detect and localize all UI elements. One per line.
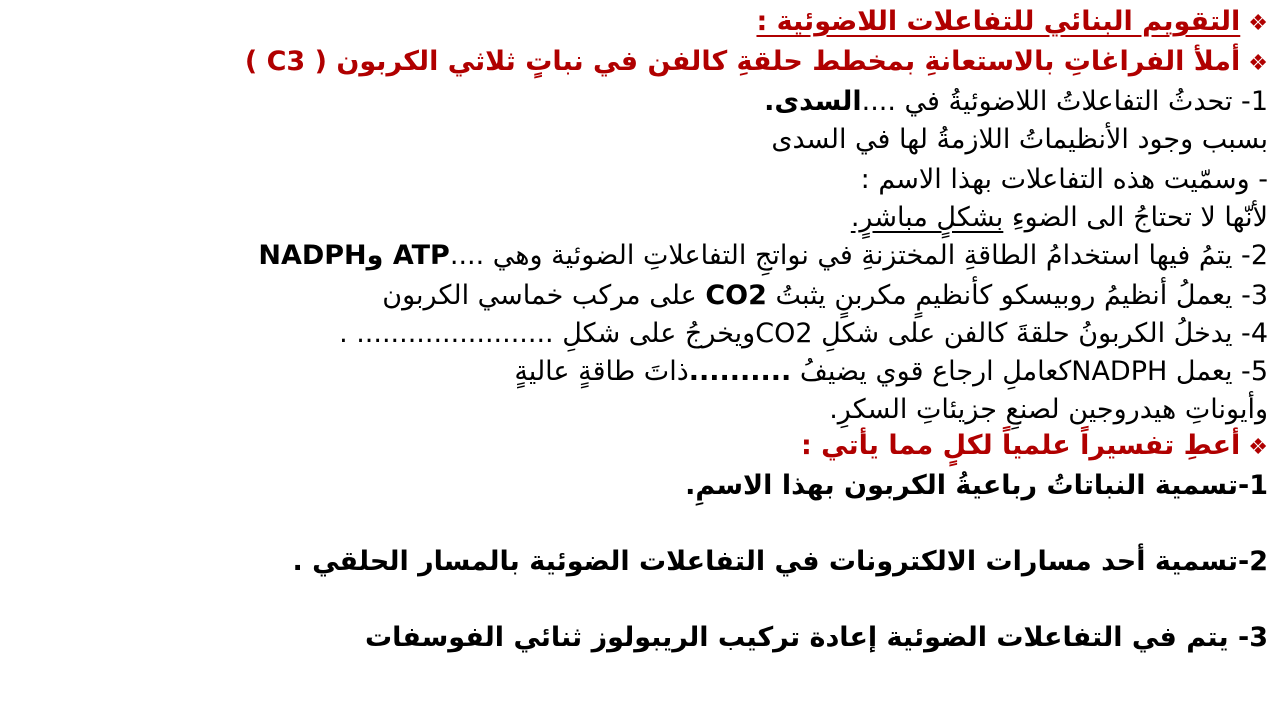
explain-item-3 — [365, 618, 1268, 658]
question-answer: بشكلٍ مباشرٍ. — [850, 202, 1004, 233]
question-text: 4- يدخلُ الكربونُ حلقةَ كالفن على شكلِ CO2ويخرجُ على شكلِ ....................... . — [339, 318, 1268, 349]
question-1 — [764, 82, 1268, 122]
heading-text: التقويم البنائي للتفاعلات اللاضوئية : — [756, 6, 1241, 37]
question-text: 1- تحدثُ التفاعلاتُ اللاضوئيةُ في .... — [861, 86, 1268, 117]
question-text: وأيوناتِ هيدروجين لصنعِ جزيئاتِ السكرِ. — [829, 394, 1268, 425]
question-answer: CO2 — [705, 280, 767, 311]
question-text: 2- يتمُ فيها استخدامُ الطاقةِ المختزنةِ في نواتجِ التفاعلاتِ الضوئية وهي .... — [449, 240, 1268, 271]
question-text-tail: على مركب خماسي الكربون — [382, 280, 706, 311]
diamond-bullet-icon: ❖ — [1248, 11, 1268, 36]
question-text: بسبب وجود الأنظيماتُ اللازمةُ لها في السدى — [771, 124, 1268, 155]
question-1-line-3 — [861, 160, 1268, 200]
question-answer: ATP وNADPH — [258, 240, 450, 271]
heading-text: أملأ الفراغاتِ بالاستعانةِ بمخطط حلقةِ كالفن في نباتٍ ثلاثي الكربون ( C3 ) — [244, 46, 1241, 77]
explain-item-2 — [292, 542, 1268, 582]
explain-text: 1-تسمية النباتاتُ رباعيةُ الكربون بهذا الاسمِ. — [685, 470, 1268, 501]
explain-text: 2-تسمية أحد مسارات الالكترونات في التفاعلات الضوئية بالمسار الحلقي . — [292, 546, 1268, 577]
diamond-bullet-icon: ❖ — [1248, 435, 1268, 460]
heading-formative-assessment — [756, 2, 1268, 42]
heading-fill-blanks — [245, 42, 1268, 82]
question-2 — [258, 236, 1268, 276]
diamond-bullet-icon: ❖ — [1248, 51, 1268, 76]
heading-scientific-explanation — [801, 426, 1268, 466]
question-5 — [514, 352, 1268, 392]
explain-item-1 — [685, 466, 1268, 506]
question-text: لأنّها لا تحتاجُ الى الضوءِ — [1003, 202, 1268, 233]
question-blank: .......... — [688, 356, 792, 387]
question-text: - وسمّيت هذه التفاعلات بهذا الاسم : — [860, 164, 1268, 195]
question-3 — [382, 276, 1268, 316]
question-answer: السدى. — [764, 86, 862, 117]
explain-text: 3- يتم في التفاعلات الضوئية إعادة تركيب الريبولوز ثنائي الفوسفات — [365, 622, 1268, 653]
question-text: 3- يعملُ أنظيمُ روبيسكو كأنظيمٍ مكربنٍ يثبتُ — [766, 280, 1268, 311]
question-1-line-2 — [771, 120, 1268, 160]
question-4 — [339, 314, 1268, 354]
question-text-tail: ذاتَ طاقةٍ عاليةٍ — [514, 356, 689, 387]
heading-text: أعطِ تفسيراً علمياً لكلٍ مما يأتي : — [800, 430, 1241, 461]
question-text: 5- يعمل NADPHكعاملِ ارجاع قوي يضيفُ — [791, 356, 1268, 387]
question-5-line-2 — [829, 390, 1268, 430]
question-1-line-4 — [851, 198, 1268, 238]
